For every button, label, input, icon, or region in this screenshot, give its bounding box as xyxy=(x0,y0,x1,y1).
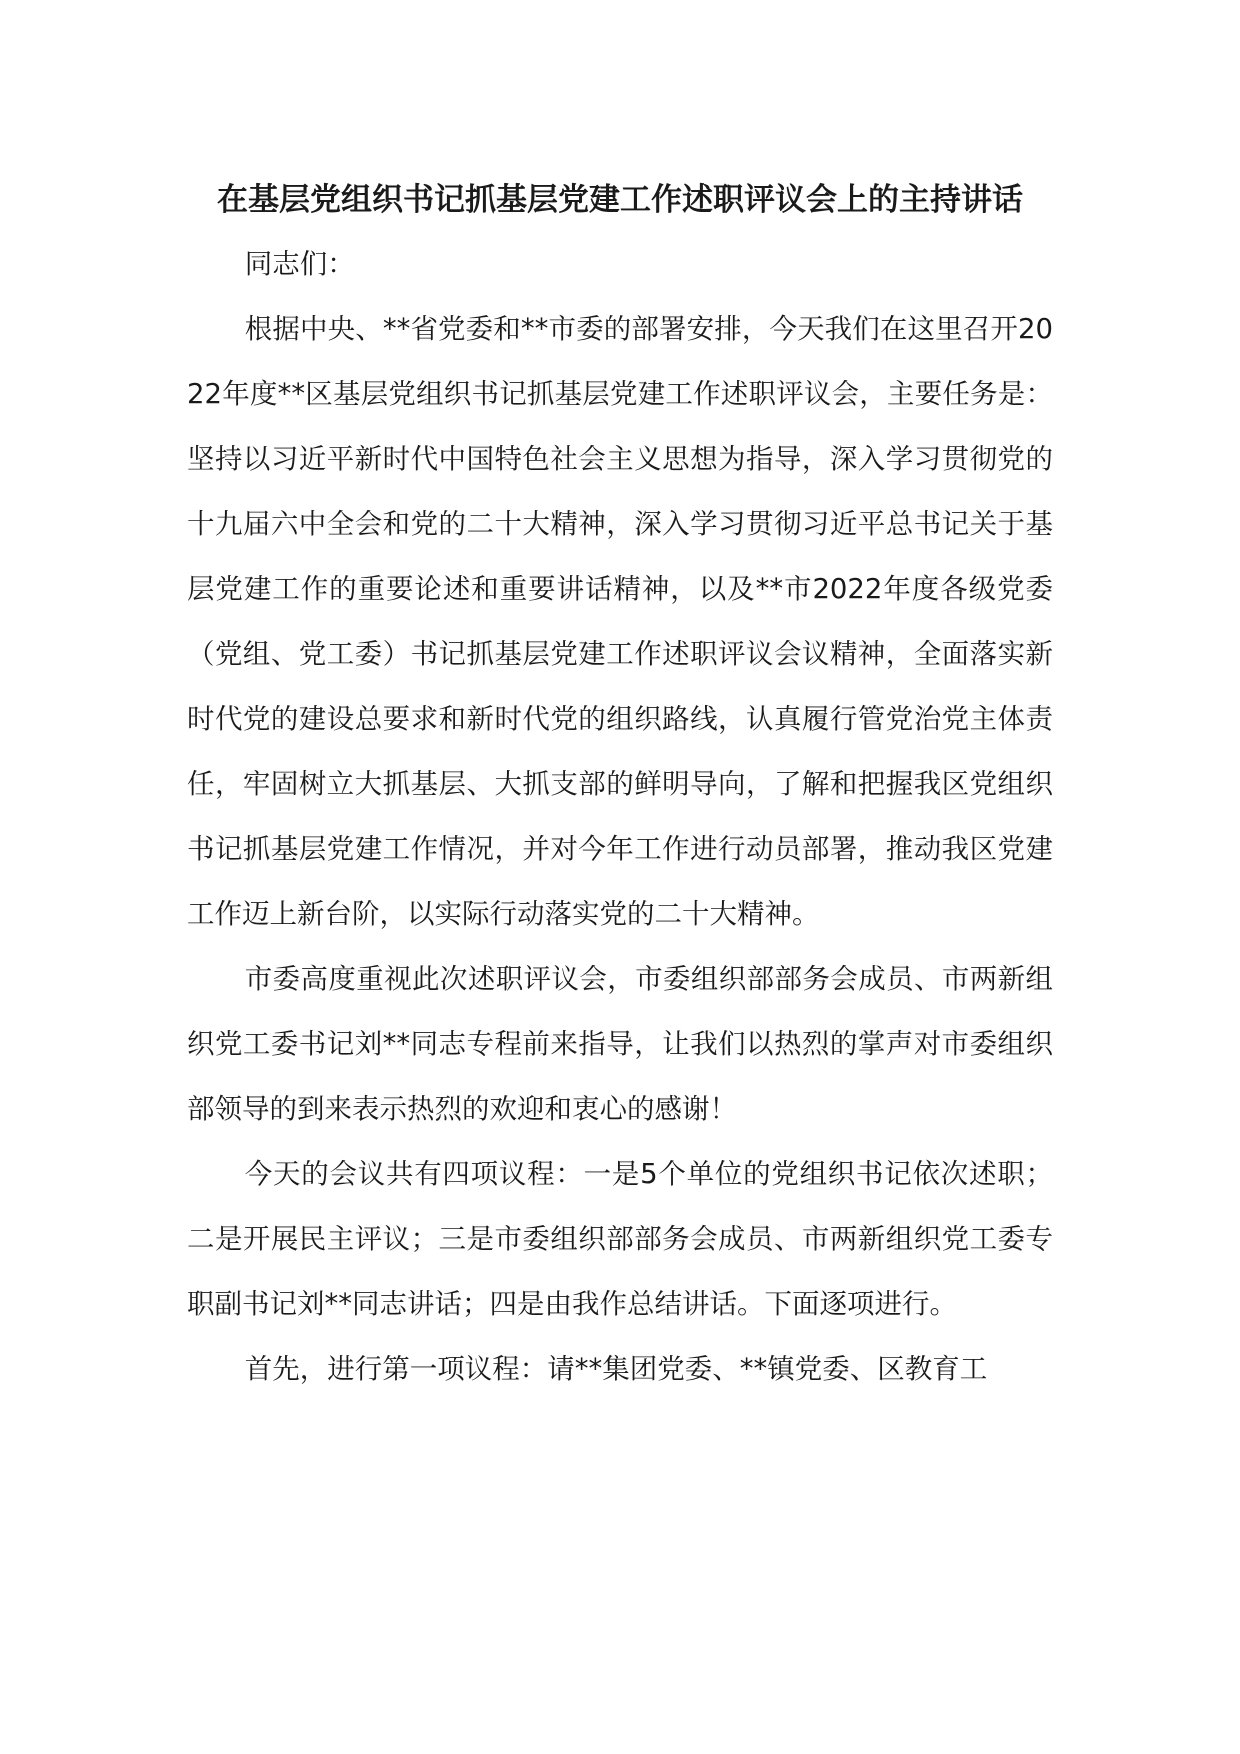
paragraph-3: 今天的会议共有四项议程：一是5个单位的党组织书记依次述职；二是开展民主评议；三是市委组织部部务会成员、市两新组织党工委专职副书记刘**同志讲话；四是由我作总结讲话。下面逐项进行。 xyxy=(187,1158,1053,1320)
paragraph-4: 首先，进行第一项议程：请**集团党委、**镇党委、区教育工 xyxy=(244,1353,988,1385)
document-body xyxy=(187,168,1053,1402)
document-title: 在基层党组织书记抓基层党建工作述职评议会上的主持讲话 xyxy=(217,182,1023,218)
paragraph-2: 市委高度重视此次述职评议会，市委组织部部务会成员、市两新组织党工委书记刘**同志专程前来指导，让我们以热烈的掌声对市委组织部领导的到来表示热烈的欢迎和衷心的感谢！ xyxy=(187,963,1053,1125)
salutation: 同志们： xyxy=(244,248,355,280)
paragraph-1: 根据中央、**省党委和**市委的部署安排，今天我们在这里召开2022年度**区基层党组织书记抓基层党建工作述职评议会，主要任务是：坚持以习近平新时代中国特色社会主义思想为指导，深入学习贯彻党的十九届六中全会和党的二十大精神，深入学习贯彻习近平总书记关于基层党建工作的重要论述和重要讲话精神，以及**市2022年度各级党委（党组、党工委）书记抓基层党建工作述职评议会议精神，全面落实新时代党的建设总要求和新时代党的组织路线，认真履行管党治党主体责任，牢固树立大抓基层、大抓支部的鲜明导向，了解和把握我区党组织书记抓基层党建工作情况，并对今年工作进行动员部署，推动我区党建工作迈上新台阶，以实际行动落实党的二十大精神。 xyxy=(187,313,1053,930)
